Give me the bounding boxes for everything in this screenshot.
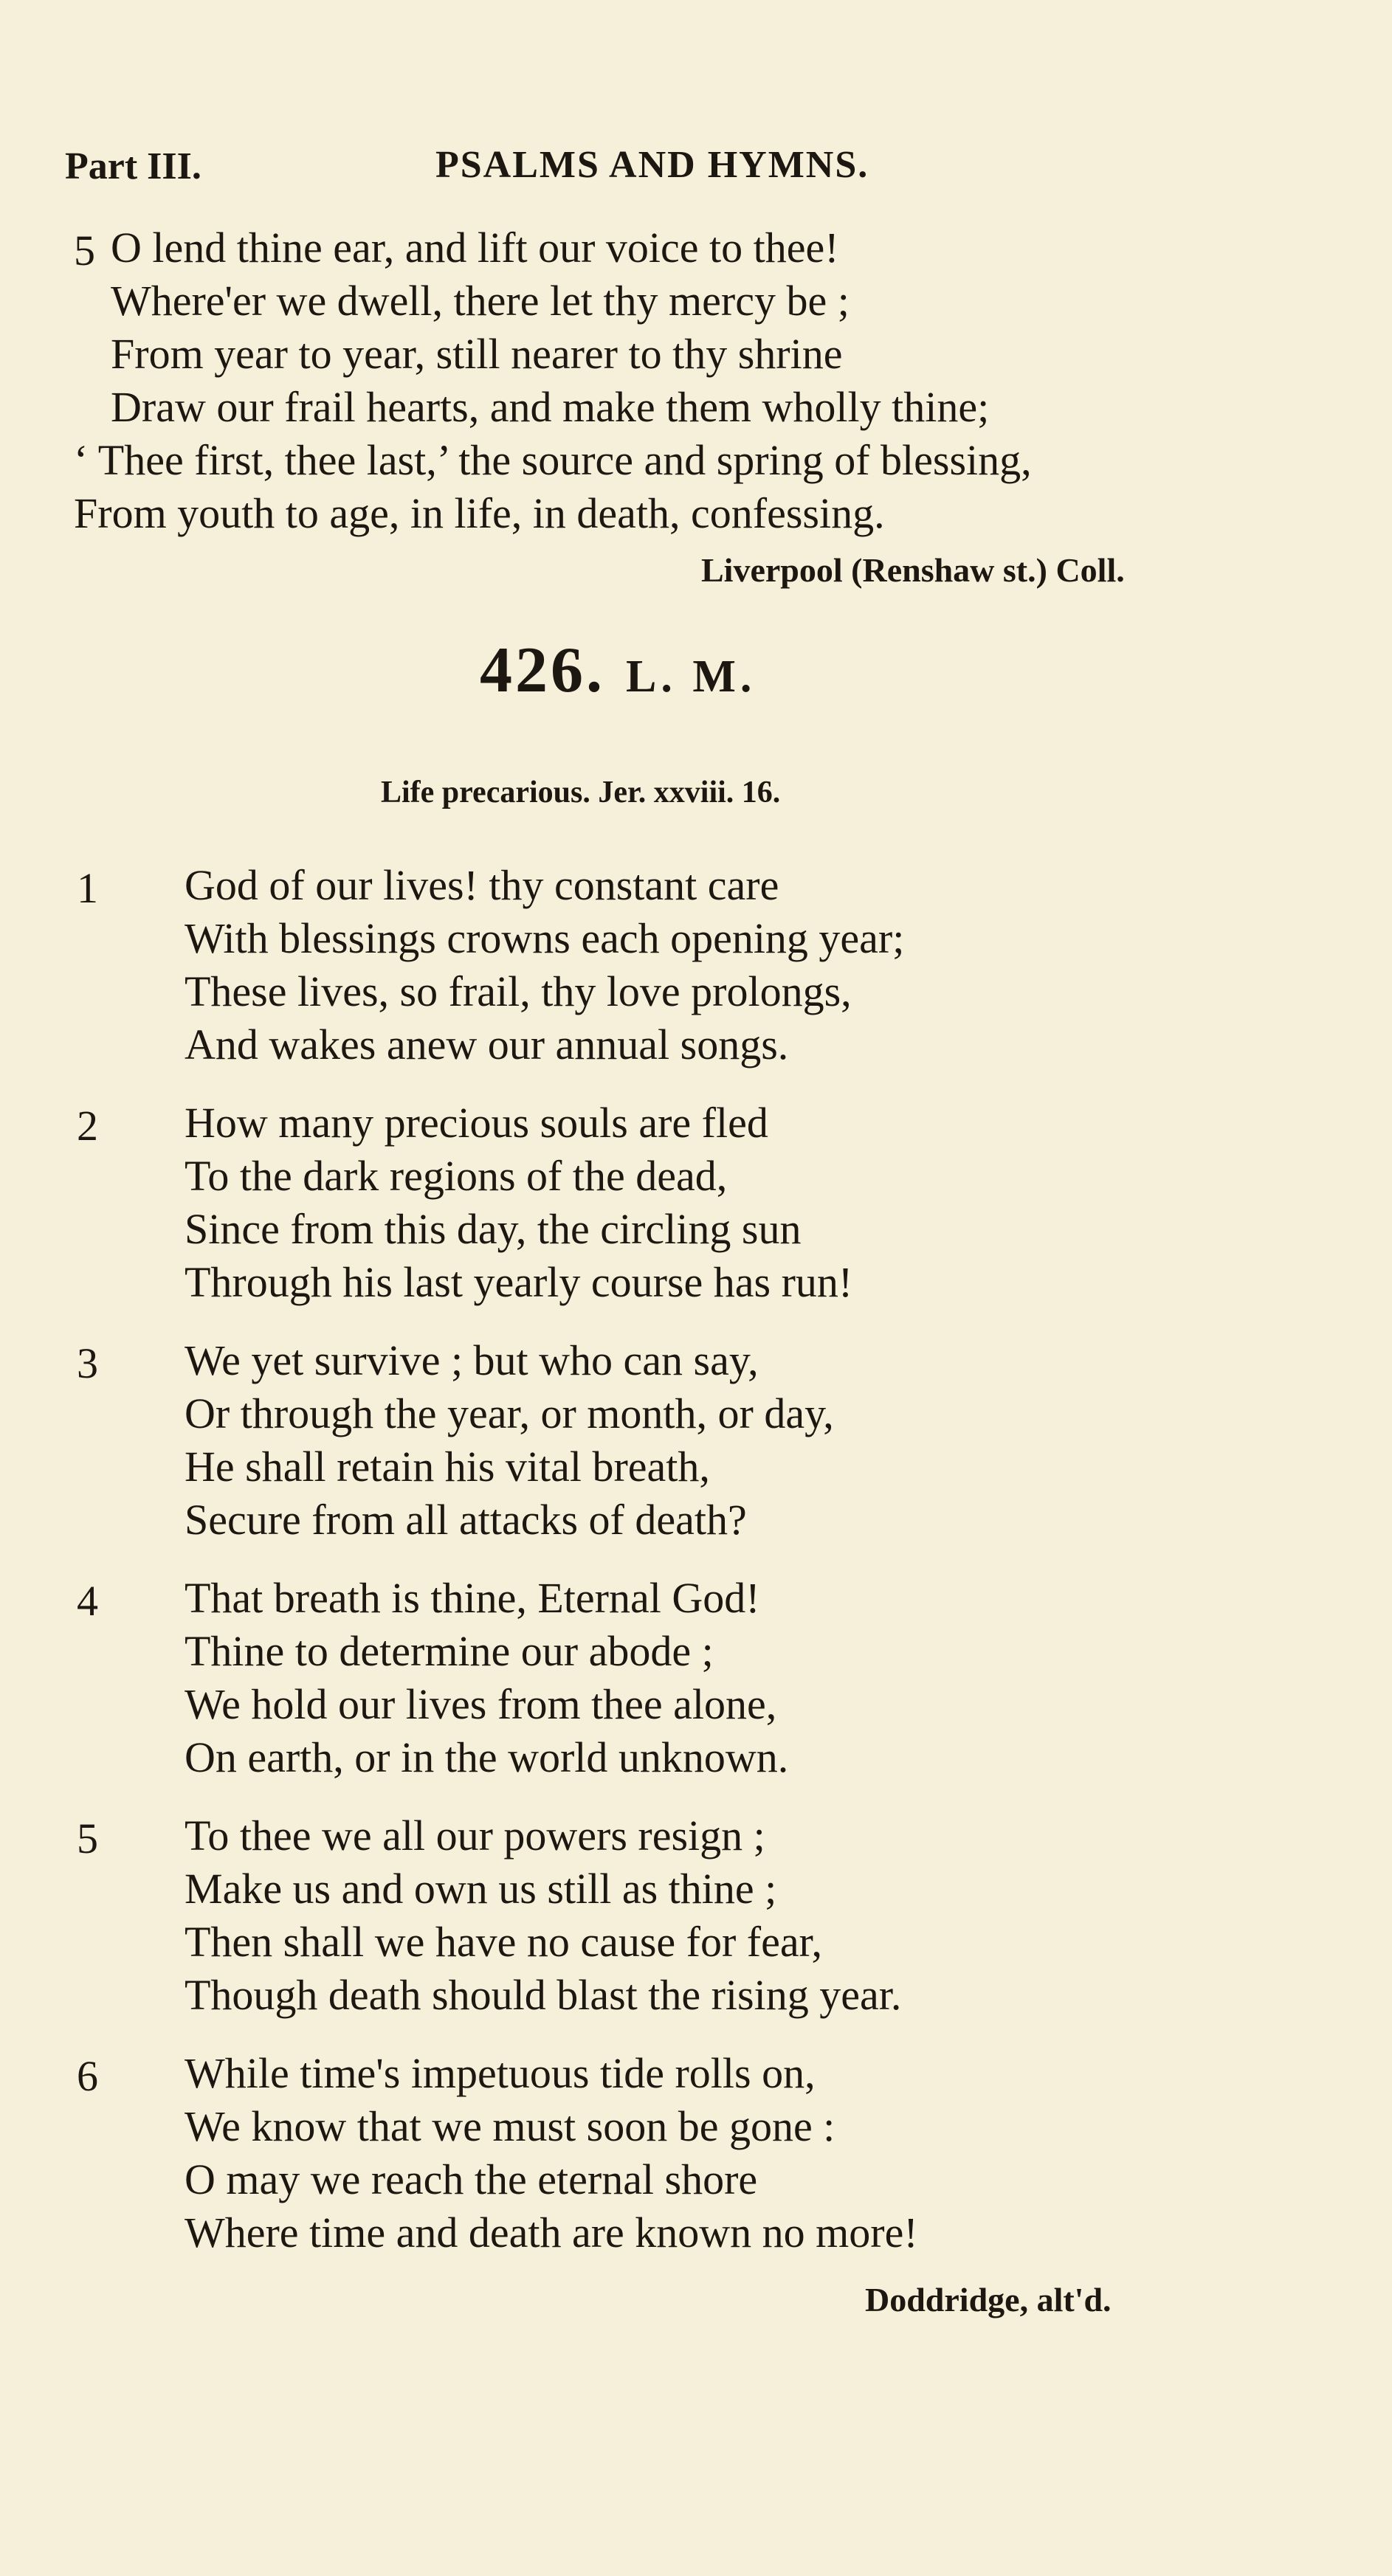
verse-2-line-2: To the dark regions of the dead, [185, 1152, 728, 1200]
verse-1-line-4: And wakes anew our annual songs. [185, 1021, 789, 1068]
verse-3-line-3: He shall retain his vital breath, [185, 1443, 710, 1491]
verse-number: 6 [77, 2052, 98, 2100]
running-title: PSALMS AND HYMNS. [435, 144, 869, 186]
prev-line-6: From youth to age, in life, in death, confessing. [74, 489, 885, 537]
verse-number: 4 [77, 1577, 98, 1625]
hymn-heading [480, 633, 756, 708]
verse-1-line-1: God of our lives! thy constant care [185, 861, 779, 909]
prev-line-2: Where'er we dwell, there let thy mercy be ; [111, 277, 850, 325]
verse-number: 5 [77, 1814, 98, 1862]
verse-5-line-2: Make us and own us still as thine ; [185, 1865, 777, 1913]
verse-number: 2 [77, 1102, 98, 1150]
verse-2-line-3: Since from this day, the circling sun [185, 1205, 802, 1253]
verse-4-line-4: On earth, or in the world unknown. [185, 1733, 789, 1781]
hymn-meter: L. M. [626, 652, 757, 702]
verse-5-line-1: To thee we all our powers resign ; [185, 1812, 765, 1860]
verse-1-line-3: These lives, so frail, thy love prolongs, [185, 967, 852, 1015]
verse-4-line-3: We hold our lives from thee alone, [185, 1680, 777, 1728]
prev-line-5: ‘ Thee first, thee last,’ the source and spring of blessing, [74, 436, 1032, 484]
prev-verse-number: 5 [74, 227, 95, 274]
verse-3-line-1: We yet survive ; but who can say, [185, 1336, 759, 1384]
prev-line-4: Draw our frail hearts, and make them wholly thine; [111, 383, 990, 431]
page-part-label: Part III. [65, 145, 201, 187]
prev-line-1: O lend thine ear, and lift our voice to thee! [111, 224, 839, 272]
verse-1-line-2: With blessings crowns each opening year; [185, 914, 905, 962]
verse-6-line-2: We know that we must soon be gone : [185, 2102, 835, 2150]
verse-2-line-4: Through his last yearly course has run! [185, 1258, 853, 1306]
hymn-credit: Doddridge, alt'd. [865, 2281, 1112, 2318]
verse-6-line-4: Where time and death are known no more! [185, 2209, 918, 2256]
verse-6-line-3: O may we reach the eternal shore [185, 2155, 758, 2203]
prev-line-3: From year to year, still nearer to thy shrine [111, 330, 843, 378]
verse-number: 1 [77, 864, 98, 912]
verse-6-line-1: While time's impetuous tide rolls on, [185, 2049, 816, 2097]
verse-5-line-4: Though death should blast the rising year. [185, 1971, 902, 2019]
hymn-subtitle: Life precarious. Jer. xxviii. 16. [381, 776, 781, 809]
hymn-number: 426. [480, 635, 605, 706]
prev-credit: Liverpool (Renshaw st.) Coll. [701, 551, 1125, 589]
verse-3-line-4: Secure from all attacks of death? [185, 1496, 747, 1544]
verse-4-line-2: Thine to determine our abode ; [185, 1627, 714, 1675]
verse-number: 3 [77, 1339, 98, 1387]
verse-5-line-3: Then shall we have no cause for fear, [185, 1918, 823, 1966]
verse-3-line-2: Or through the year, or month, or day, [185, 1389, 834, 1437]
verse-4-line-1: That breath is thine, Eternal God! [185, 1574, 760, 1622]
verse-2-line-1: How many precious souls are fled [185, 1099, 768, 1147]
